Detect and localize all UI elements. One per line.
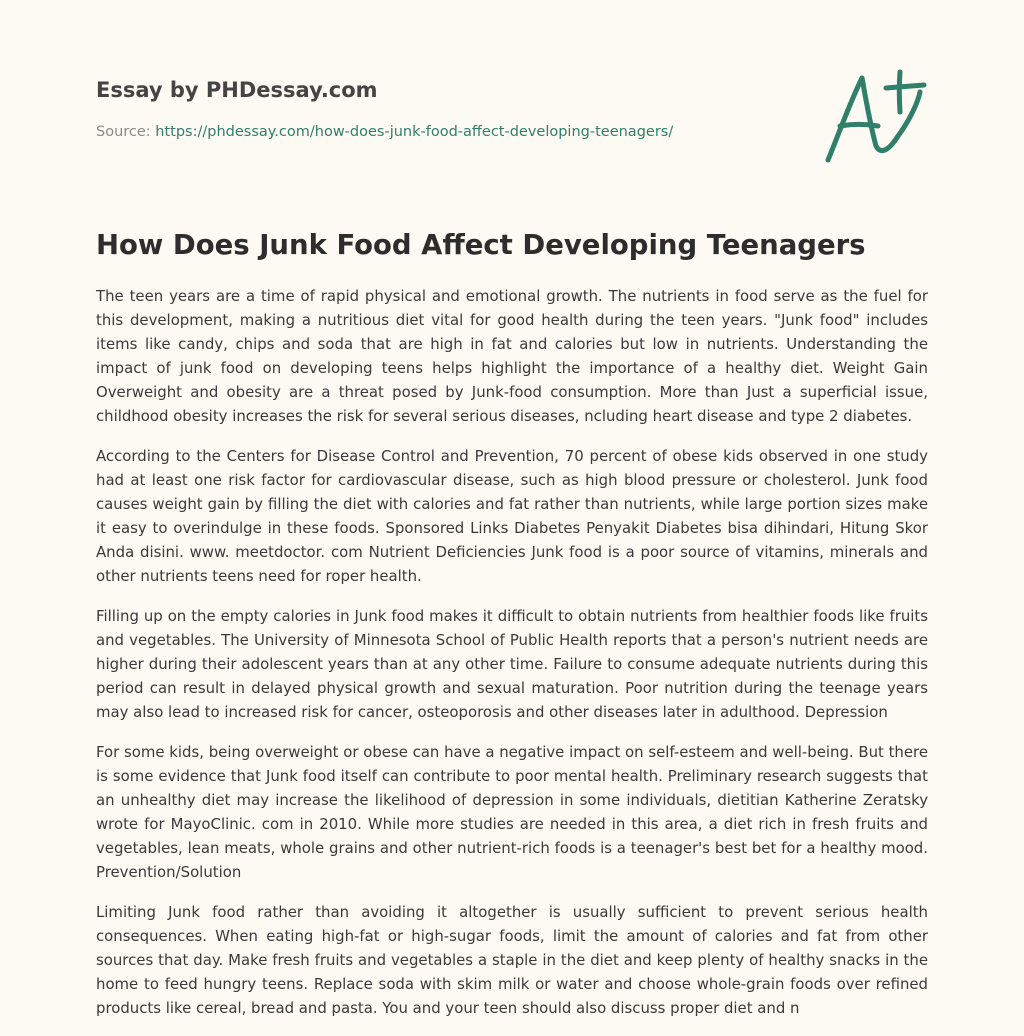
page-header xyxy=(96,76,796,142)
essay-paragraph: Limiting Junk food rather than avoiding it altogether is usually sufficient to prevent serious health consequences. When eating high-fat or high-sugar foods, limit the amount of calories and fat from other sources that day. Make fresh fruits and vegetables a staple in the diet and keep plenty of healthy snacks in the home to feed hungry teens. Replace soda with skim milk or water and choose whole-grain foods over refined products like cereal, bread and pasta. You and your teen should also discuss proper diet and n xyxy=(96,903,928,1017)
essay-paragraph: The teen years are a time of rapid physical and emotional growth. The nutrients in food serve as the fuel for this development, making a nutritious diet vital for good health during the teen years. "Junk food" includes items like candy, chips and soda that are high in fat and calories but low in nutrients. Understanding the impact of junk food on developing teens helps highlight the importance of a healthy diet. Weight Gain Overweight and obesity are a threat posed by Junk-food consumption. More than Just a superficial issue, childhood obesity increases the risk for several serious diseases, ncluding heart disease and type 2 diabetes. xyxy=(96,287,928,425)
brand-title: Essay by PHDessay.com xyxy=(96,78,378,102)
source-link[interactable]: https://phdessay.com/how-does-junk-food-affect-developing-teenagers/ xyxy=(155,124,674,140)
essay-paragraph: Filling up on the empty calories in Junk food makes it difficult to obtain nutrients from healthier foods like fruits and vegetables. The University of Minnesota School of Public Health reports that a person's nutrient needs are higher during their adolescent years than at any other time. Failure to consume adequate nutrients during this period can result in delayed physical growth and sexual maturation. Poor nutrition during the teenage years may also lead to increased risk for cancer, osteoporosis and other diseases later in adulthood. Depression xyxy=(96,607,928,721)
essay-paragraph: According to the Centers for Disease Control and Prevention, 70 percent of obese kids observed in one study had at least one risk factor for cardiovascular disease, such as high blood pressure or cholesterol. Junk food causes weight gain by filling the diet with calories and fat rather than nutrients, while large portion sizes make it easy to overindulge in these foods. Sponsored Links Diabetes Penyakit Diabetes bisa dihindari, Hitung Skor Anda disini. www. meetdoctor. com Nutrient Deficiencies Junk food is a poor source of vitamins, minerals and other nutrients teens need for roper health. xyxy=(96,447,928,585)
a-plus-grade-icon xyxy=(818,66,930,166)
essay-paragraph: For some kids, being overweight or obese can have a negative impact on self-esteem and well-being. But there is some evidence that Junk food itself can contribute to poor mental health. Preliminary research suggests that an unhealthy diet may increase the likelihood of depression in some individuals, dietitian Katherine Zeratsky wrote for MayoClinic. com in 2010. While more studies are needed in this area, a diet rich in fresh fruits and vegetables, lean meats, whole grains and other nutrient-rich foods is a teenager's best bet for a healthy mood. Prevention/Solution xyxy=(96,743,928,881)
source-label: Source: xyxy=(96,124,151,140)
source-line xyxy=(96,122,796,142)
essay-title: How Does Junk Food Affect Developing Teenagers xyxy=(96,229,866,261)
essay-body xyxy=(96,284,928,1036)
